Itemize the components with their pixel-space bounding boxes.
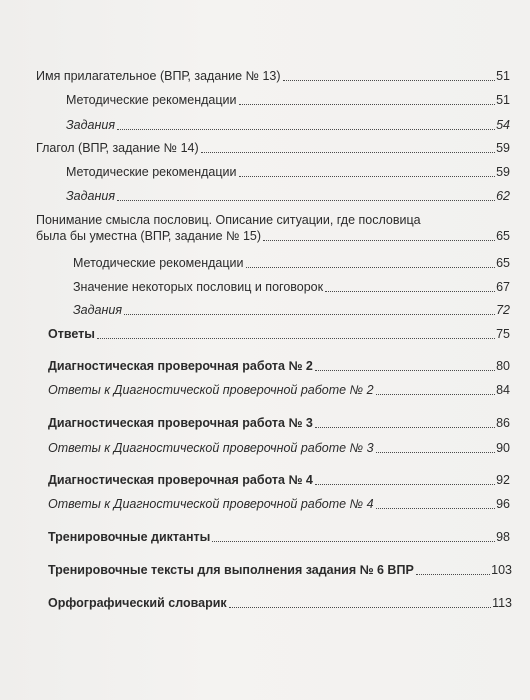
toc-entry-title: Ответы к Диагностической проверочной работе № 2 <box>48 383 374 397</box>
toc-entry-page: 92 <box>496 473 510 487</box>
dot-leader <box>212 540 495 542</box>
dot-leader <box>283 79 496 81</box>
dot-leader <box>246 266 496 268</box>
toc-entry-page: 65 <box>496 256 510 270</box>
dot-leader <box>315 483 495 485</box>
dot-leader <box>416 573 490 575</box>
dot-leader <box>376 451 496 453</box>
toc-entry <box>0 523 510 545</box>
toc-entry-title: Методические рекомендации <box>66 165 237 179</box>
toc-entry <box>0 409 510 431</box>
toc-entry-page: 59 <box>496 141 510 155</box>
toc-entry-title: Задания <box>73 303 122 317</box>
toc-entry <box>0 134 510 156</box>
toc-entry <box>0 556 512 578</box>
toc-entry-page: 113 <box>492 596 512 610</box>
toc-entry-title: Ответы к Диагностической проверочной работе № 3 <box>48 441 374 455</box>
toc-entry-page: 51 <box>496 93 510 107</box>
dot-leader <box>239 175 496 177</box>
toc-entry-page: 67 <box>496 280 510 294</box>
toc-entry <box>0 320 510 342</box>
dot-leader <box>229 606 491 608</box>
toc-entry <box>0 111 510 133</box>
toc-entry-page: 75 <box>496 327 510 341</box>
toc-entry-page: 59 <box>496 165 510 179</box>
toc-entry <box>0 206 510 244</box>
dot-leader <box>117 128 495 130</box>
toc-entry <box>0 589 512 611</box>
dot-leader <box>201 151 495 153</box>
toc-entry <box>0 466 510 488</box>
toc-entry-title: Тренировочные диктанты <box>48 530 211 544</box>
toc-entry-title: Диагностическая проверочная работа № 4 <box>48 473 313 487</box>
toc-entry-page: 54 <box>496 118 510 132</box>
toc-entry-title: Тренировочные тексты для выполнения задания № 6 ВПР <box>48 563 414 577</box>
toc-entry <box>0 62 510 84</box>
toc-entry-page: 96 <box>496 497 510 511</box>
toc-entry-title: Глагол (ВПР, задание № 14) <box>36 141 199 155</box>
toc-entry-page: 65 <box>496 229 510 243</box>
toc-entry-title: Орфографический словарик <box>48 596 227 610</box>
toc-entry <box>0 434 510 456</box>
toc-entry-page: 72 <box>496 303 510 317</box>
dot-leader <box>325 290 495 292</box>
toc-entry-title: Значение некоторых пословиц и поговорок <box>73 280 324 294</box>
toc-entry <box>0 182 510 204</box>
toc-entry-page: 51 <box>496 69 510 83</box>
toc-entry-title: Методические рекомендации <box>73 256 244 270</box>
dot-leader <box>97 337 495 339</box>
toc-entry-title: Диагностическая проверочная работа № 3 <box>48 416 313 430</box>
dot-leader <box>124 313 495 315</box>
toc-entry-page: 84 <box>496 383 510 397</box>
dot-leader <box>376 393 496 395</box>
toc-entry-title: Ответы <box>48 327 95 341</box>
toc-entry-title: Задания <box>66 189 115 203</box>
dot-leader <box>239 103 496 105</box>
toc-entry <box>0 158 510 180</box>
dot-leader <box>315 369 495 371</box>
toc-entry-page: 80 <box>496 359 510 373</box>
toc-entry <box>0 296 510 318</box>
dot-leader <box>376 507 496 509</box>
toc-entry <box>0 86 510 108</box>
toc-entry <box>0 352 510 374</box>
toc-entry-title-line2: была бы уместна (ВПР, задание № 15) <box>36 229 262 243</box>
toc-entry <box>0 490 510 512</box>
dot-leader <box>315 426 495 428</box>
dot-leader <box>263 239 495 241</box>
toc-entry-title: Методические рекомендации <box>66 93 237 107</box>
toc-entry-title: Имя прилагательное (ВПР, задание № 13) <box>36 69 281 83</box>
toc-entry-page: 62 <box>496 189 510 203</box>
toc-entry-title: Диагностическая проверочная работа № 2 <box>48 359 313 373</box>
toc-entry-title-line1: Понимание смысла пословиц. Описание ситуации, где пословица <box>36 213 421 227</box>
toc-entry <box>0 273 510 295</box>
toc-entry-page: 90 <box>496 441 510 455</box>
toc-entry-page: 103 <box>491 563 512 577</box>
toc-entry <box>0 376 510 398</box>
toc-entry <box>0 249 510 271</box>
toc-entry-title: Ответы к Диагностической проверочной работе № 4 <box>48 497 374 511</box>
dot-leader <box>117 199 495 201</box>
toc-entry-title: Задания <box>66 118 115 132</box>
toc-entry-page: 98 <box>496 530 510 544</box>
toc-entry-page: 86 <box>496 416 510 430</box>
